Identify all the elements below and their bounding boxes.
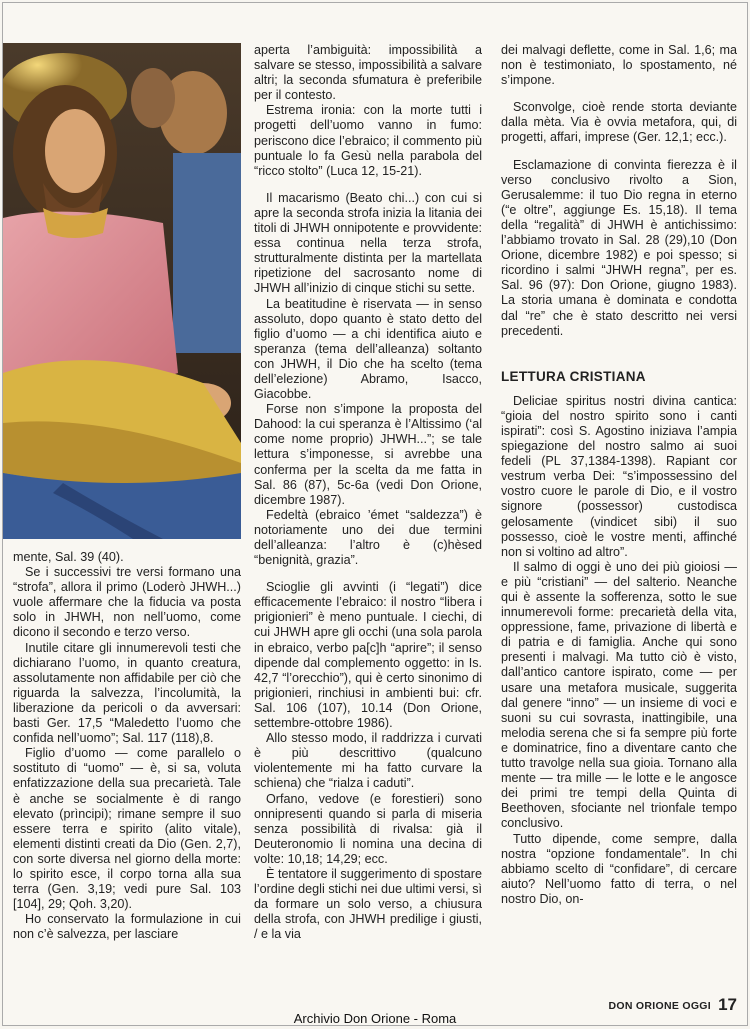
- paragraph: dei malvagi deflette, come in Sal. 1,6; ma non è testimoniato, lo spostamento, né s’impone.: [501, 43, 737, 88]
- religious-painting: [3, 43, 241, 539]
- page-number: 17: [718, 995, 737, 1014]
- paragraph: aperta l’ambiguità: impossibilità a salvare se stesso, impossibilità a salvare altri; la seconda sfumatura è preferibile per il contesto.: [254, 43, 482, 103]
- magazine-page: [2, 2, 748, 1026]
- paragraph: mente, Sal. 39 (40).: [13, 550, 124, 564]
- text-column-3: [501, 43, 737, 907]
- magazine-name: DON ORIONE OGGI: [608, 1000, 711, 1012]
- paragraph: Allo stesso modo, il raddrizza i curvati è più descrittivo (qualcuno violentemente mi ha fatto curvare la schiena) che “rialza i caduti”.: [254, 731, 482, 791]
- paragraph: È tentatore il suggerimento di spostare l’ordine degli stichi nei due ultimi versi, sì da formare un solo verso, a chiusura della strofa, con JHWH predilige i giusti, / e la via: [254, 866, 482, 942]
- paragraph: Se i successivi tre versi formano una “strofa”, allora il primo (Loderò JHWH...) vuole affermare che la fiducia va posta solo in JHWH, non nell’uomo, come dicono il secondo e terzo verso.: [13, 565, 241, 640]
- paragraph: Il salmo di oggi è uno dei più gioiosi — e più “cristiani” — del salterio. Neanche qui è assente la sofferenza, sotto le sue innumerevoli forme: precarietà della vita, oppressione, fame, privazione di libertà e di patria e di famiglia. Anche qui sono presenti i malvagi. Ma tutto ciò è visto, dall’antico cantore ispirato, come — per usare una metafora musicale, suggerita dal genere “inno” — un insieme di voci e suoni su cui sovrasta, inattingibile, una melodia serena che si fa sempre più forte e dominatrice, fino a diventare canto che tutto travolge nella sua gioia. Tornano alla mente — tra mille — le lotte e le angosce dei primi tre tempi della Quinta di Beethoven, sfociante nel trionfale tempo conclusivo.: [501, 559, 737, 831]
- paragraph: Estrema ironia: con la morte tutti i progetti dell’uomo vanno in fumo: periscono dice l’ebraico; il commento più puntuale lo fa Gesù nella parabola del “ricco stolto” (Luca 12, 15-21).: [254, 103, 482, 178]
- paragraph: Figlio d’uomo — come parallelo o sostituto di “uomo” — è, si sa, voluta enfatizzazione della sua precarietà. Tale è anche se socialmente è di rango elevato (prìncipi); rimane sempre il suo essere terra e spirito (alito vitale), elementi distinti creati da Dio (Gen. 2,7), con sorte diversa nel giorno della morte: lo spirito esce, il corpo torna alla sua terra (Gen. 3,19; vedi pure Sal. 103 [104], 29; Qoh. 3,20).: [13, 746, 241, 912]
- paragraph: Il macarismo (Beato chi...) con cui si apre la seconda strofa inizia la litania dei titoli di JHWH onnipotente e provvidente: essa continua nella terza strofa, strutturalmente distinta per la martellata ripetizione del sacrosanto nome di JHWH all’inizio di cinque stichi su sette.: [254, 190, 482, 296]
- paragraph: Sconvolge, cioè rende storta deviante dalla mèta. Via è ovvia metafora, qui, di progetti, affari, imprese (Ger. 12,1; ecc.).: [501, 100, 737, 145]
- archive-caption: Archivio Don Orione - Roma: [293, 1011, 457, 1026]
- paragraph: Tutto dipende, come sempre, dalla nostra “opzione fondamentale”. In chi abbiamo scelto di “confidare”, di cercare aiuto? Nell’uomo fatto di terra, o nel nostro Dio, on-: [501, 831, 737, 906]
- paragraph: Ho conservato la formulazione in cui non c’è salvezza, per lasciare: [13, 912, 241, 942]
- paragraph: Scioglie gli avvinti (i “legati”) dice efficacemente l’ebraico: il nostro “libera i prigionieri” è meno puntuale. I ciechi, di cui JHWH apre gli occhi (una sola parola in ebraico, verbo pa[c]h “aprire”; il senso dipende dal complemento oggetto: in Is. 42,7 “l’orecchio”), qui è certo sinonimo di prigionieri, rinchiusi in ambienti bui: cfr. Sal. 106 (107), 10.14 (Don Orione, settembre-ottobre 1986).: [254, 580, 482, 731]
- painting-illustration: [3, 43, 241, 539]
- paragraph: Fedeltà (ebraico ’émet “saldezza”) è notoriamente uno dei due termini dell’alleanza: l’altro è (c)hèsed “benignità, grazia”.: [254, 507, 482, 568]
- text-column-2: [254, 43, 482, 942]
- paragraph: Esclamazione di convinta fierezza è il verso conclusivo rivolto a Sion, Gerusalemme: il tuo Dio regna in eterno (“e oltre”, aggiunge Es. 15,18). Il tema della “regalità” di JHWH è antichissimo: l’abbiamo trovato in Sal. 28 (29),10 (Don Orione, dicembre 1982) e poi spesso; si ricordino i salmi “JHWH regna”, per es. Sal. 96 (97): Don Orione, giugno 1983). La storia umana è dominata e condotta dal “re” che è stato descritto nei versi precedenti.: [501, 157, 737, 338]
- paragraph: Deliciae spiritus nostri divina cantica: “gioia del nostro spirito sono i canti ispirati”: così S. Agostino iniziava l’ampia spiegazione del nostro salmo ai suoi fedeli (PL 37,1384-1398). Rapiant cor vestrum verba Dei: “s’impossessino del vostro cuore le parole di Dio, e il vostro signore (possessor) custodisca gelosamente (vindicet sibi) il suo possesso, cioè le vostre menti, affinché non si voltino ad altro”.: [501, 393, 737, 559]
- paragraph: Inutile citare gli innumerevoli testi che dichiarano l’uomo, in quanto creatura, assolutamente non affidabile per ciò che riguarda la salvezza, l’incolumità, la liberazione da pericoli o da avversari: basti Ger. 17,5 “Maledetto l’uomo che confida nell’uomo”; Sal. 117 (118),8.: [13, 640, 241, 746]
- section-heading: LETTURA CRISTIANA: [501, 368, 646, 384]
- paragraph: Orfano, vedove (e forestieri) sono onnipresenti quando si parla di miseria senza possibilità di rivalsa: già il Deuteronomio li nomina una decina di volte: 10,18; 14,29; ecc.: [254, 791, 482, 866]
- paragraph: La beatitudine è riservata — in senso assoluto, dopo quanto è stato detto del figlio d’uomo — a chi identifica aiuto e speranza (tema dell’alleanza) soltanto con JHWH, il Dio che ha scelto (tema dell’elezione) Abramo, Isacco, Giacobbe.: [254, 296, 482, 402]
- paragraph: Forse non s’impone la proposta del Dahood: la cui speranza è l’Altissimo (‘al come nome proprio) JHWH...”; se tale lettura s’imponesse, si avrebbe una conferma per la scelta da me fatta in Sal. 86 (87), 5c-6a (vedi Don Orione, dicembre 1987).: [254, 402, 482, 507]
- text-column-1: [13, 550, 241, 942]
